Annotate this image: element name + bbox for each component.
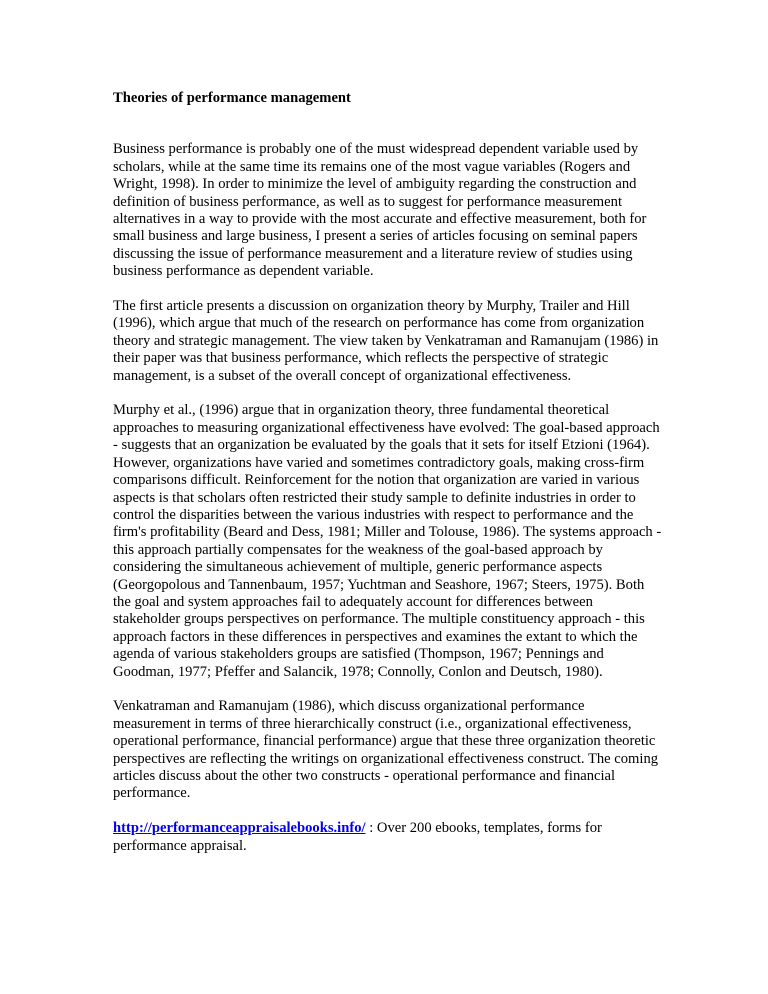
paragraph-intro: Business performance is probably one of the must widespread dependent variable used by scholars, while at the same time its remains one of the most vague variables (Rogers and Wright, 1998). In order to minimize the level of ambiguity regarding the construction and definition of business performance, as well as to suggest for performance measurement alternatives in a way to provide with the most accurate and effective measurement, both for small business and large business, I present a series of articles focusing on seminal papers discussing the issue of performance measurement and a literature review of studies using business performance as dependent variable. [113,141,647,280]
ebooks-link[interactable]: http://performanceappraisalebooks.info/ [113,820,366,837]
document-page [113,90,663,872]
paragraph-first-article: The first article presents a discussion on organization theory by Murphy, Trailer and Hill (1996), which argue that much of the research on performance has come from organization theory and strategic management. The view taken by Venkatraman and Ramanujam (1986) in their paper was that business performance, which reflects the perspective of strategic management, is a subset of the overall concept of organizational effectiveness. [113,298,659,384]
paragraph-venkatraman: Venkatraman and Ramanujam (1986), which discuss organizational performance measurement in terms of three hierarchically construct (i.e., organizational effectiveness, operational performance, financial performance) argue that these three organization theoretic perspectives are reflecting the writings on organizational effectiveness construct. The coming articles discuss about the other two constructs - operational performance and financial performance. [113,698,659,802]
paragraph-approaches: Murphy et al., (1996) argue that in organization theory, three fundamental theoretical approaches to measuring organizational effectiveness have evolved: The goal-based approach - suggests that an organization be evaluated by the goals that it sets for itself Etzioni (1964). However, organizations have varied and sometimes contradictory goals, making cross-firm comparisons difficult. Reinforcement for the notion that organization are varied in various aspects is that scholars often restricted their study sample to definite industries in order to control the disparities between the various industries with respect to performance and the firm's profitability (Beard and Dess, 1981; Miller and Tolouse, 1986). The systems approach - this approach partially compensates for the weakness of the goal-based approach by considering the simultaneous achievement of multiple, generic performance aspects (Georgopolous and Tannenbaum, 1957; Yuchtman and Seashore, 1967; Steers, 1975). Both the goal and system approaches fail to adequately account for differences between stakeholder groups perspectives on performance. The multiple constituency approach - this approach factors in these differences in perspectives and examines the extant to which the agenda of various stakeholders groups are satisfied (Thompson, 1967; Pennings and Goodman, 1977; Pfeffer and Salancik, 1978; Connolly, Conlon and Deutsch, 1980). [113,402,662,680]
footer-note [113,820,663,855]
footer-text: : Over 200 ebooks, templates, forms for performance appraisal. [113,820,602,854]
document-title: Theories of performance management [113,90,351,106]
